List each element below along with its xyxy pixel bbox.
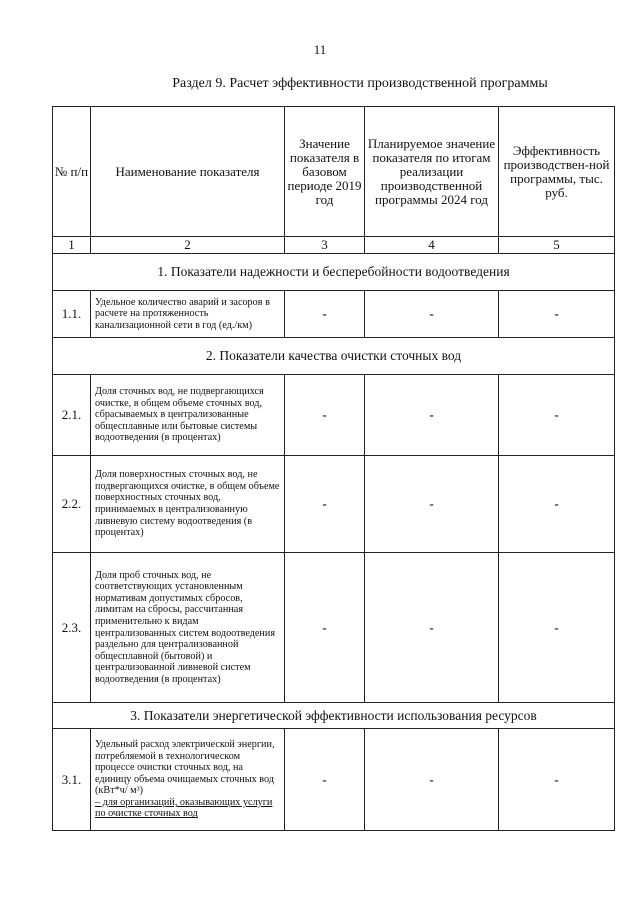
- row-plan: -: [365, 456, 499, 553]
- row-num: 3.1.: [53, 729, 91, 831]
- row-plan: -: [365, 729, 499, 831]
- section-row: [53, 254, 615, 291]
- table-row: [53, 375, 615, 456]
- row-name: Удельное количество аварий и засоров в расчете на протяженность канализационной сети в год (ед./км): [91, 291, 285, 338]
- row-plan: -: [365, 553, 499, 703]
- row-eff: -: [499, 729, 615, 831]
- col-number: 3: [285, 237, 365, 254]
- row-base: -: [285, 553, 365, 703]
- section-heading: 1. Показатели надежности и бесперебойности водоотведения: [53, 254, 615, 291]
- row-name: Доля проб сточных вод, не соответствующих установленным нормативам допустимых сбросов, лимитам на сбросы, рассчитанная применительно к видам централизованных систем водоотведения раздельно для централизованной общесплавной (бытовой) и централизованной ливневой систем водоотведения (в процентах): [91, 553, 285, 703]
- col-number-row: [53, 237, 615, 254]
- section-row: [53, 338, 615, 375]
- row-name: [91, 729, 285, 831]
- table-row: [53, 291, 615, 338]
- row-num: 2.2.: [53, 456, 91, 553]
- section-heading: 2. Показатели качества очистки сточных вод: [53, 338, 615, 375]
- header-eff: Эффективность производствен-ной программы, тыс. руб.: [499, 107, 615, 237]
- row-eff: -: [499, 375, 615, 456]
- row-num: 2.3.: [53, 553, 91, 703]
- row-num: 2.1.: [53, 375, 91, 456]
- section-heading: 3. Показатели энергетической эффективности использования ресурсов: [53, 703, 615, 729]
- table-row: [53, 729, 615, 831]
- section-row: [53, 703, 615, 729]
- col-number: 4: [365, 237, 499, 254]
- row-name: Доля сточных вод, не подвергающихся очистке, в общем объеме сточных вод, сбрасываемых в централизованные общесплавные или бытовые системы водоотведения (в процентах): [91, 375, 285, 456]
- efficiency-table: [52, 106, 615, 831]
- col-number: 2: [91, 237, 285, 254]
- row-eff: -: [499, 456, 615, 553]
- section-title: Раздел 9. Расчет эффективности производственной программы: [172, 76, 548, 91]
- row-base: -: [285, 729, 365, 831]
- header-plan: Планируемое значение показателя по итогам реализации производственной программы 2024 год: [365, 107, 499, 237]
- col-number: 1: [53, 237, 91, 254]
- row-base: -: [285, 291, 365, 338]
- row-name-main: Удельный расход электрической энергии, потребляемой в технологическом процессе очистки сточных вод, на единицу объема очищаемых сточных вод (кВт*ч/ м³): [95, 738, 275, 797]
- page-number: 11: [313, 42, 327, 57]
- row-eff: -: [499, 553, 615, 703]
- row-plan: -: [365, 291, 499, 338]
- header-row: [53, 107, 615, 237]
- row-base: -: [285, 375, 365, 456]
- table-row: [53, 553, 615, 703]
- header-name: Наименование показателя: [91, 107, 285, 237]
- row-num: 1.1.: [53, 291, 91, 338]
- col-number: 5: [499, 237, 615, 254]
- row-base: -: [285, 456, 365, 553]
- row-plan: -: [365, 375, 499, 456]
- table-row: [53, 456, 615, 553]
- header-num: № п/п: [53, 107, 91, 237]
- row-name: Доля поверхностных сточных вод, не подвергающихся очистке, в общем объеме поверхностных сточных вод, принимаемых в централизованную ливневую систему водоотведения (в процентах): [91, 456, 285, 553]
- row-eff: -: [499, 291, 615, 338]
- header-base: Значение показателя в базовом периоде 2019 год: [285, 107, 365, 237]
- row-name-extra: – для организаций, оказывающих услуги по очистке сточных вод: [95, 796, 273, 820]
